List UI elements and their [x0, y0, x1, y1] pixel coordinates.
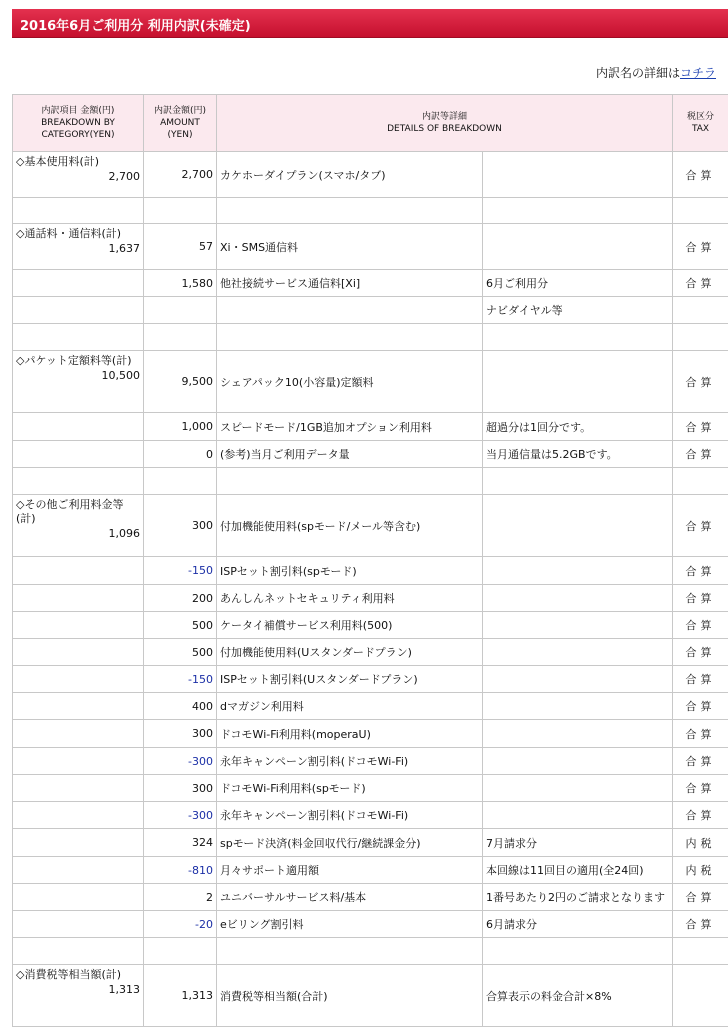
amount-cell: 2	[144, 884, 217, 911]
item-cell: カケホーダイプラン(スマホ/タブ)	[217, 152, 483, 198]
spacer-row	[13, 468, 728, 495]
item-cell: 消費税等相当額(合計)	[217, 965, 483, 1027]
amount-cell: 500	[144, 639, 217, 666]
table-row	[13, 693, 728, 720]
category-total: 1,313	[108, 983, 140, 996]
category-row	[13, 224, 728, 270]
breakdown-table	[12, 94, 728, 1027]
category-cell	[13, 441, 144, 468]
item-cell: eビリング割引料	[217, 911, 483, 938]
amount-cell: 2,700	[144, 152, 217, 198]
category-cell	[13, 802, 144, 829]
note-cell	[483, 720, 673, 748]
category-cell	[13, 829, 144, 857]
detail-link-prefix: 内訳名の詳細は	[595, 66, 680, 80]
item-cell: (参考)当月ご利用データ量	[217, 441, 483, 468]
tax-cell: 合算	[673, 270, 728, 297]
category-row	[13, 152, 728, 198]
category-cell	[13, 224, 144, 270]
note-cell	[483, 351, 673, 413]
note-cell	[483, 495, 673, 557]
item-cell: 月々サポート適用額	[217, 857, 483, 884]
table-row	[13, 884, 728, 911]
item-cell	[217, 297, 483, 324]
note-cell	[483, 612, 673, 639]
tax-cell: 合算	[673, 413, 728, 441]
spacer-row	[13, 198, 728, 224]
category-cell	[13, 775, 144, 802]
note-cell	[483, 557, 673, 585]
category-row	[13, 965, 728, 1027]
item-cell: シェアパック10(小容量)定額料	[217, 351, 483, 413]
category-name: ◇基本使用料(計)	[16, 155, 100, 168]
table-row	[13, 829, 728, 857]
category-cell	[13, 270, 144, 297]
amount-cell: 9,500	[144, 351, 217, 413]
amount-cell: -150	[144, 557, 217, 585]
table-row	[13, 666, 728, 693]
tax-cell: 合算	[673, 441, 728, 468]
header-tax: 税区分 TAX	[673, 95, 728, 152]
table-row	[13, 441, 728, 468]
category-cell	[13, 639, 144, 666]
category-name: ◇パケット定額料等(計)	[16, 354, 132, 367]
amount-cell: 500	[144, 612, 217, 639]
item-cell: ユニバーサルサービス料/基本	[217, 884, 483, 911]
table-row	[13, 639, 728, 666]
note-cell: 7月請求分	[483, 829, 673, 857]
category-total: 10,500	[101, 369, 140, 382]
note-cell	[483, 748, 673, 775]
amount-cell: 1,313	[144, 965, 217, 1027]
note-cell	[483, 802, 673, 829]
detail-link-line	[596, 64, 716, 81]
tax-cell: 合算	[673, 351, 728, 413]
tax-cell: 合算	[673, 720, 728, 748]
tax-cell: 合算	[673, 693, 728, 720]
item-cell: ISPセット割引料(Uスタンダードプラン)	[217, 666, 483, 693]
amount-cell: 1,000	[144, 413, 217, 441]
table-row	[13, 270, 728, 297]
category-cell	[13, 720, 144, 748]
tax-cell: 合算	[673, 557, 728, 585]
table-row	[13, 911, 728, 938]
amount-cell: -20	[144, 911, 217, 938]
category-total: 1,096	[108, 527, 140, 540]
amount-cell: 400	[144, 693, 217, 720]
spacer-row	[13, 938, 728, 965]
amount-cell: -300	[144, 802, 217, 829]
note-cell	[483, 775, 673, 802]
category-row	[13, 351, 728, 413]
item-cell: ドコモWi-Fi利用料(moperaU)	[217, 720, 483, 748]
category-cell	[13, 884, 144, 911]
category-cell	[13, 612, 144, 639]
category-cell	[13, 585, 144, 612]
amount-cell: -810	[144, 857, 217, 884]
category-name: ◇消費税等相当額(計)	[16, 968, 122, 981]
item-cell: 付加機能使用料(Uスタンダードプラン)	[217, 639, 483, 666]
note-cell	[483, 639, 673, 666]
category-cell	[13, 965, 144, 1027]
tax-cell: 合算	[673, 884, 728, 911]
tax-cell: 合算	[673, 666, 728, 693]
amount-cell: 1,580	[144, 270, 217, 297]
note-cell: 本回線は11回目の適用(全24回)	[483, 857, 673, 884]
detail-link[interactable]: コチラ	[679, 66, 716, 80]
tax-cell: 合算	[673, 152, 728, 198]
category-cell	[13, 857, 144, 884]
item-cell: 永年キャンペーン割引料(ドコモWi-Fi)	[217, 802, 483, 829]
category-cell	[13, 748, 144, 775]
item-cell: dマガジン利用料	[217, 693, 483, 720]
amount-cell: 57	[144, 224, 217, 270]
note-cell: 6月請求分	[483, 911, 673, 938]
item-cell: ケータイ補償サービス利用料(500)	[217, 612, 483, 639]
item-cell: スピードモード/1GB追加オプション利用料	[217, 413, 483, 441]
category-total: 1,637	[108, 242, 140, 255]
tax-cell: 合算	[673, 224, 728, 270]
amount-cell: 324	[144, 829, 217, 857]
category-cell	[13, 413, 144, 441]
amount-cell: -300	[144, 748, 217, 775]
item-cell: ドコモWi-Fi利用料(spモード)	[217, 775, 483, 802]
tax-cell: 合算	[673, 775, 728, 802]
tax-cell: 合算	[673, 911, 728, 938]
tax-cell: 合算	[673, 612, 728, 639]
note-cell	[483, 585, 673, 612]
amount-cell	[144, 297, 217, 324]
page-title-bar	[12, 9, 728, 38]
table-row	[13, 802, 728, 829]
note-cell: 1番号あたり2円のご請求となります	[483, 884, 673, 911]
note-cell: 超過分は1回分です。	[483, 413, 673, 441]
category-cell	[13, 495, 144, 557]
note-cell: 当月通信量は5.2GBです。	[483, 441, 673, 468]
amount-cell: -150	[144, 666, 217, 693]
table-row	[13, 585, 728, 612]
note-cell	[483, 693, 673, 720]
item-cell: 付加機能使用料(spモード/メール等含む)	[217, 495, 483, 557]
category-total: 2,700	[108, 170, 140, 183]
note-cell	[483, 666, 673, 693]
item-cell: 永年キャンペーン割引料(ドコモWi-Fi)	[217, 748, 483, 775]
item-cell: あんしんネットセキュリティ利用料	[217, 585, 483, 612]
page-title: 2016年6月ご利用分 利用内訳(未確定)	[20, 19, 251, 34]
tax-cell: 内税	[673, 857, 728, 884]
table-header-row	[13, 95, 728, 152]
amount-cell: 300	[144, 775, 217, 802]
category-row	[13, 495, 728, 557]
tax-cell: 合算	[673, 802, 728, 829]
amount-cell: 0	[144, 441, 217, 468]
note-cell	[483, 224, 673, 270]
table-row	[13, 557, 728, 585]
header-amount: 内訳金額(円) AMOUNT (YEN)	[144, 95, 217, 152]
tax-cell: 合算	[673, 639, 728, 666]
table-row	[13, 297, 728, 324]
tax-cell: 合算	[673, 748, 728, 775]
category-cell	[13, 297, 144, 324]
note-cell: 6月ご利用分	[483, 270, 673, 297]
note-cell	[483, 152, 673, 198]
item-cell: 他社接続サービス通信料[Xi]	[217, 270, 483, 297]
category-cell	[13, 693, 144, 720]
table-row	[13, 857, 728, 884]
item-cell: Xi・SMS通信料	[217, 224, 483, 270]
amount-cell: 200	[144, 585, 217, 612]
table-row	[13, 413, 728, 441]
tax-cell: 内税	[673, 829, 728, 857]
item-cell: ISPセット割引料(spモード)	[217, 557, 483, 585]
category-cell	[13, 666, 144, 693]
spacer-row	[13, 324, 728, 351]
note-cell: ナビダイヤル等	[483, 297, 673, 324]
tax-cell: 合算	[673, 585, 728, 612]
category-cell	[13, 152, 144, 198]
tax-cell	[673, 965, 728, 1027]
table-row	[13, 775, 728, 802]
amount-cell: 300	[144, 720, 217, 748]
category-cell	[13, 351, 144, 413]
category-name: ◇通話料・通信料(計)	[16, 227, 122, 240]
category-name: ◇その他ご利用料金等(計)	[16, 498, 124, 525]
item-cell: spモード決済(料金回収代行/継続課金分)	[217, 829, 483, 857]
header-category: 内訳項目 金額(円) BREAKDOWN BY CATEGORY(YEN)	[13, 95, 144, 152]
category-cell	[13, 557, 144, 585]
note-cell: 合算表示の料金合計×8%	[483, 965, 673, 1027]
table-row	[13, 748, 728, 775]
category-cell	[13, 911, 144, 938]
header-details: 内訳等詳細 DETAILS OF BREAKDOWN	[217, 95, 673, 152]
amount-cell: 300	[144, 495, 217, 557]
table-row	[13, 720, 728, 748]
tax-cell	[673, 297, 728, 324]
table-row	[13, 612, 728, 639]
tax-cell: 合算	[673, 495, 728, 557]
